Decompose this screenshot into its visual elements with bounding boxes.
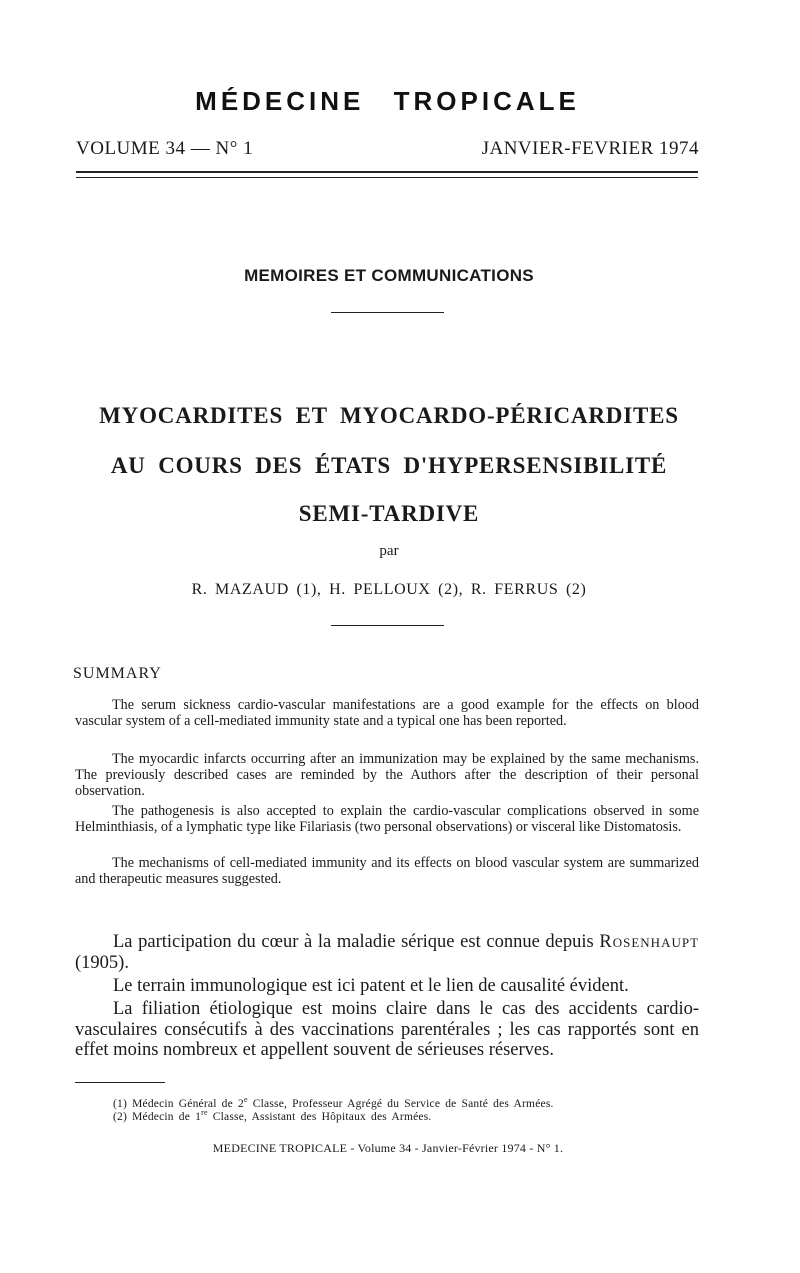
footnote-1-superscript: e bbox=[243, 1095, 248, 1104]
summary-paragraph-4: The mechanisms of cell-mediated immunity and its effects on blood vascular system are summarized and therapeutic measures suggested. bbox=[75, 855, 699, 887]
summary-heading: SUMMARY bbox=[73, 665, 162, 682]
header-rule-thin bbox=[76, 177, 698, 178]
issue-date: JANVIER-FEVRIER 1974 bbox=[481, 138, 699, 159]
footnote-2 bbox=[113, 1108, 431, 1123]
header-rule-thick bbox=[76, 171, 698, 173]
footnote-1-number: (1) bbox=[113, 1097, 128, 1110]
cited-author: Rosenhaupt bbox=[599, 932, 700, 952]
footnote-2-superscript: re bbox=[201, 1108, 208, 1117]
summary-paragraph-2: The myocardic infarcts occurring after an immunization may be explained by the same mechanisms. The previously described cases are reminded by the Authors after the description of their personal observation. bbox=[75, 751, 699, 799]
running-footer: MEDECINE TROPICALE - Volume 34 - Janvier-Février 1974 - N° 1. bbox=[212, 1141, 564, 1155]
footnote-1-text-a: Médecin Général de 2 bbox=[132, 1097, 244, 1110]
author-list: R. MAZAUD (1), H. PELLOUX (2), R. FERRUS (2) bbox=[191, 581, 587, 598]
article-title-line-2: AU COURS DES ÉTATS D'HYPERSENSIBILITÉ bbox=[110, 453, 668, 478]
footnote-2-text-a: Médecin de 1 bbox=[132, 1110, 202, 1123]
footnote-divider bbox=[75, 1082, 165, 1083]
journal-title: MÉDECINE TROPICALE bbox=[195, 86, 580, 116]
byline-par: par bbox=[379, 543, 399, 559]
volume-number: VOLUME 34 — N° 1 bbox=[76, 138, 254, 159]
section-heading: MEMOIRES ET COMMUNICATIONS bbox=[244, 266, 534, 285]
body-paragraph-2: Le terrain immunologique est ici patent et le lien de causalité évident. bbox=[113, 976, 629, 996]
body-paragraph-3: La filiation étiologique est moins claire dans le cas des accidents cardio-vasculaires consécutifs à des vaccinations parentérales ; les cas rapportés sont en effet moins nombreux et appellent souvent de sérieuses réserves. bbox=[75, 999, 699, 1060]
summary-paragraph-3: The pathogenesis is also accepted to explain the cardio-vascular complications observed in some Helminthiasis, of a lymphatic type like Filariasis (two personal observations) or visceral like Distomatosis. bbox=[75, 803, 699, 835]
article-title-line-3: SEMI-TARDIVE bbox=[298, 501, 480, 526]
footnote-1-text-b: Classe, Professeur Agrégé du Service de Santé des Armées. bbox=[247, 1097, 554, 1110]
authors-divider bbox=[331, 625, 444, 626]
summary-paragraph-1: The serum sickness cardio-vascular manifestations are a good example for the effects on blood vascular system of a cell-mediated immunity state and a typical one has been reported. bbox=[75, 697, 699, 729]
footnote-2-text-b: Classe, Assistant des Hôpitaux des Armées. bbox=[207, 1110, 432, 1123]
article-title-line-1: MYOCARDITES ET MYOCARDO-PÉRICARDITES bbox=[99, 403, 679, 428]
footnote-2-number: (2) bbox=[113, 1110, 128, 1123]
body-paragraph-1 bbox=[75, 932, 699, 973]
section-divider bbox=[331, 312, 444, 313]
cited-year: (1905). bbox=[75, 952, 129, 973]
body-paragraph-1-text: La participation du cœur à la maladie sérique est connue depuis bbox=[113, 932, 594, 952]
